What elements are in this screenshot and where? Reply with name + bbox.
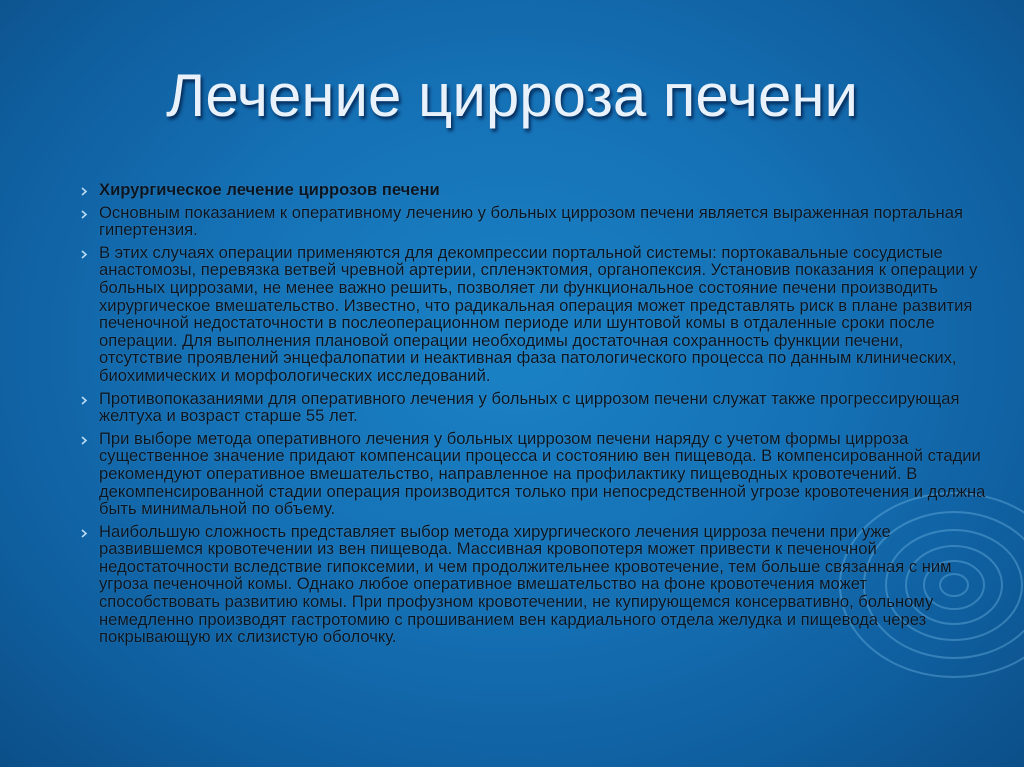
bullet-text: Наибольшую сложность представляет выбор метода хирургического лечения цирроза печени при уже развившемся кровотечении из вен пищевода. Массивная кровопотеря может привести к печеночной недостаточности вследствие гипоксемии, и чем продолжительнее кровотечение, тем больше связанная с ним угроза печеночной комы. Однако любое оперативное вмешательство на фоне кровотечения может способствовать развитию комы. При профузном кровотечении, не купирующемся консервативно, больному немедленно производят гастротомию с прошиванием вен кардиального отдела желудка и пищевода через покрывающую их слизистую оболочку. bbox=[99, 521, 952, 647]
bullet-item bbox=[86, 181, 986, 199]
chevron-right-icon bbox=[80, 524, 90, 540]
slide-title: Лечение цирроза печени bbox=[165, 62, 859, 129]
bullet-item bbox=[86, 390, 986, 425]
bullet-item bbox=[86, 244, 986, 385]
bullet-text: Противопоказаниями для оперативного лечения у больных с циррозом печени служат также прогрессирующая желтуха и возраст старше 55 лет. bbox=[99, 388, 960, 426]
bullet-text: При выборе метода оперативного лечения у больных циррозом печени наряду с учетом формы цирроза существенное значение придают компенсации процесса и состоянию вен пищевода. В компенсированной стадии рекомендуют оперативное вмешательство, направленное на профилактику пищеводных кровотечений. В декомпенсированной стадии операция производится только при непосредственной угрозе кровотечения и должна быть минимальной по объему. bbox=[99, 428, 986, 519]
chevron-right-icon bbox=[80, 431, 90, 447]
bullet-text: Хирургическое лечение циррозов печени bbox=[99, 180, 440, 199]
chevron-right-icon bbox=[80, 182, 90, 198]
bullet-item bbox=[86, 204, 986, 239]
bullet-text: Основным показанием к оперативному лечению у больных циррозом печени является выраженная портальная гипертензия. bbox=[99, 202, 963, 240]
bullet-item bbox=[86, 523, 986, 646]
bullet-list bbox=[86, 181, 986, 651]
bullet-text: В этих случаях операции применяются для декомпрессии портальной системы: портокавальные сосудистые анастомозы, перевязка ветвей чревной артерии, спленэктомия, органопексия. Установив показания к операции у больных циррозами, не менее важно решить, позволяет ли функциональное состояние печени производить хирургическое вмешательство. Известно, что радикальная операция может представлять риск в плане развития печеночной недостаточности в послеоперационном периоде или шунтовой комы в отдаленные сроки после операции. Для выполнения плановой операции необходимы достаточная сохранность функции печени, отсутствие проявлений энцефалопатии и неактивная фаза патологического процесса по данным клинических, биохимических и морфологических исследований. bbox=[99, 242, 978, 385]
chevron-right-icon bbox=[80, 391, 90, 407]
bullet-item bbox=[86, 430, 986, 518]
chevron-right-icon bbox=[80, 245, 90, 261]
chevron-right-icon bbox=[80, 205, 90, 221]
